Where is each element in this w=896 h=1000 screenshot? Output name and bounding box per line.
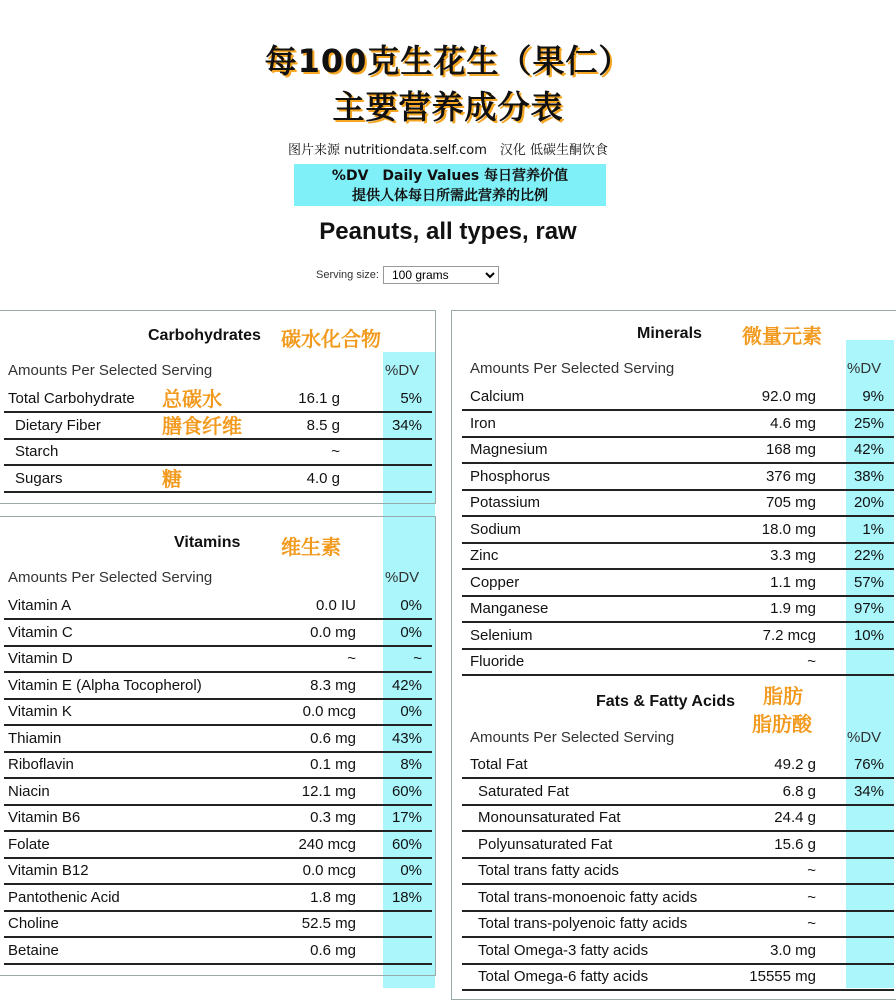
table-row — [462, 833, 894, 859]
nutrient-dv: 60% — [391, 782, 422, 800]
table-row — [462, 518, 894, 544]
fats-dv-header: %DV — [847, 729, 882, 746]
serving-size — [316, 266, 499, 284]
nutrient-name: Starch — [15, 443, 59, 460]
nutrient-name: Vitamin B12 — [8, 862, 89, 879]
nutrient-name: Pantothenic Acid — [8, 888, 120, 906]
nutrient-dv: 8% — [400, 756, 422, 773]
nutrient-name: Saturated Fat — [478, 782, 569, 800]
nutrient-amount: 1.1 mg — [770, 573, 816, 591]
vitamins-dv-header: %DV — [385, 569, 420, 586]
nutrient-name: Vitamin C — [8, 623, 73, 641]
carbs-col-header: Amounts Per Selected Serving — [8, 362, 213, 379]
image-source: 图片来源 nutritiondata.self.com 汉化 低碳生酮饮食 — [287, 143, 609, 158]
nutrient-amount: 376 mg — [765, 467, 816, 485]
minerals-col-header: Amounts Per Selected Serving — [470, 360, 675, 377]
nutrient-amount: 1.8 mg — [310, 888, 356, 906]
nutrient-amount: 7.2 mcg — [762, 626, 816, 644]
table-row — [462, 491, 894, 517]
table-row — [462, 412, 894, 438]
nutrient-name: Vitamin D — [8, 650, 73, 667]
table-row — [4, 467, 432, 493]
nutrient-dv: 42% — [853, 441, 884, 458]
nutrient-name: Folate — [8, 835, 50, 853]
nutrient-name: Magnesium — [470, 441, 548, 458]
table-row — [4, 780, 432, 806]
nutrient-amount: 0.0 mg — [310, 623, 356, 641]
table-row — [4, 647, 432, 673]
nutrient-name: Vitamin E (Alpha Tocopherol) — [8, 676, 202, 694]
nutrient-name: Iron — [470, 414, 496, 432]
nutrient-amount: ~ — [347, 650, 356, 667]
nutrient-amount: 4.0 g — [306, 469, 340, 487]
nutrient-dv: 60% — [391, 835, 422, 853]
nutrient-dv: 43% — [391, 729, 422, 747]
nutrient-name: Vitamin K — [8, 703, 72, 720]
nutrient-dv: 76% — [853, 756, 884, 773]
table-row — [4, 912, 432, 938]
nutrient-name: Thiamin — [8, 729, 62, 747]
fats-col-header: Amounts Per Selected Serving — [470, 729, 675, 746]
table-row — [4, 753, 432, 779]
nutrient-dv: 9% — [862, 388, 884, 405]
nutrient-amount: 0.6 mg — [310, 729, 356, 747]
nutrient-name: Sugars — [15, 469, 63, 487]
nutrient-dv: 5% — [400, 390, 422, 407]
table-row — [4, 700, 432, 726]
nutrient-name: Total Omega-6 fatty acids — [478, 968, 649, 985]
nutrient-amount: 8.5 g — [306, 416, 340, 434]
fats-title-cn-1: 脂肪 — [763, 684, 803, 708]
nutrient-amount: 6.8 g — [782, 782, 816, 800]
minerals-dv-header: %DV — [847, 360, 882, 377]
nutrient-dv: ~ — [413, 650, 422, 667]
minerals-title: Minerals — [637, 325, 702, 342]
nutrient-name: Choline — [8, 915, 59, 932]
nutrient-amount: 3.0 mg — [770, 941, 816, 959]
nutrient-amount: 168 mg — [765, 441, 816, 458]
nutrient-dv: 42% — [391, 676, 422, 694]
nutrient-dv: 34% — [391, 416, 422, 434]
nutrient-amount: 12.1 mg — [301, 782, 356, 800]
nutrient-name: Niacin — [8, 782, 50, 800]
table-row — [4, 727, 432, 753]
nutrient-name: Total Carbohydrate — [8, 390, 135, 407]
nutrient-amount: 4.6 mg — [770, 414, 816, 432]
table-row — [4, 621, 432, 647]
food-name: Peanuts, all types, raw — [319, 218, 577, 245]
table-row — [4, 594, 432, 620]
table-row — [4, 440, 432, 466]
nutrient-name: Monounsaturated Fat — [478, 809, 621, 826]
table-row — [462, 780, 894, 806]
nutrient-dv: 22% — [853, 547, 884, 564]
table-row — [462, 912, 894, 938]
nutrient-amount: 0.3 mg — [310, 809, 356, 826]
vitamins-title: Vitamins — [174, 534, 241, 551]
table-row — [4, 859, 432, 885]
serving-label: Serving size: — [316, 269, 379, 281]
nutrient-name: Vitamin A — [8, 597, 72, 614]
nutrient-name-cn: 糖 — [162, 466, 182, 491]
nutrient-dv: 0% — [400, 623, 422, 641]
nutrient-amount: 705 mg — [765, 494, 816, 511]
title-line-2: 主要营养成分表 — [332, 88, 564, 126]
nutrient-dv: 17% — [391, 809, 422, 826]
fats-title-cn-2: 脂肪酸 — [752, 712, 812, 736]
nutrient-amount: ~ — [807, 862, 816, 879]
nutrient-name: Total trans-polyenoic fatty acids — [478, 915, 688, 932]
nutrient-dv: 25% — [853, 414, 884, 432]
nutrient-name-cn: 总碳水 — [162, 387, 222, 411]
nutrient-name: Total Fat — [470, 756, 528, 773]
nutrient-amount: 8.3 mg — [310, 676, 356, 694]
table-row — [462, 438, 894, 464]
table-row — [462, 544, 894, 570]
nutrient-amount: ~ — [331, 443, 340, 460]
nutrient-dv: 57% — [853, 573, 884, 591]
nutrient-amount: ~ — [807, 888, 816, 906]
nutrient-name: Dietary Fiber — [15, 416, 101, 434]
dv-explanation-box — [294, 164, 606, 206]
nutrient-dv: 20% — [853, 494, 884, 511]
table-row — [462, 859, 894, 885]
nutrient-amount: 24.4 g — [774, 809, 816, 826]
carbohydrates-title: Carbohydrates — [148, 327, 261, 344]
nutrient-name: Calcium — [470, 388, 525, 405]
dv-line-1: %DV Daily Values 每日营养价值 — [331, 168, 569, 184]
table-row — [462, 385, 894, 411]
nutrient-name: Riboflavin — [8, 756, 74, 773]
table-row — [462, 806, 894, 832]
table-row — [462, 886, 894, 912]
table-row — [4, 414, 432, 440]
nutrient-amount: 15.6 g — [774, 835, 816, 853]
table-row — [462, 571, 894, 597]
nutrient-amount: 0.6 mg — [310, 941, 356, 959]
nutrient-dv: 18% — [391, 888, 422, 906]
nutrient-amount: ~ — [807, 653, 816, 670]
table-row — [4, 674, 432, 700]
table-row — [462, 597, 894, 623]
nutrient-dv: 0% — [400, 597, 422, 614]
nutrient-amount: 0.0 mcg — [302, 703, 356, 720]
nutrient-dv: 0% — [400, 703, 422, 720]
table-row — [462, 939, 894, 965]
minerals-title-cn: 微量元素 — [742, 324, 822, 348]
table-row — [462, 650, 894, 676]
carbs-dv-header: %DV — [385, 362, 420, 379]
nutrient-name: Copper — [470, 573, 520, 591]
nutrient-name: Potassium — [470, 494, 541, 511]
nutrient-amount: 3.3 mg — [770, 547, 816, 564]
nutrient-name: Polyunsaturated Fat — [478, 835, 613, 853]
nutrient-dv: 10% — [853, 626, 884, 644]
nutrient-name: Betaine — [8, 941, 59, 959]
nutrient-amount: ~ — [807, 915, 816, 932]
nutrient-amount: 52.5 mg — [301, 915, 356, 932]
nutrient-name: Manganese — [470, 600, 549, 617]
nutrient-amount: 16.1 g — [298, 390, 340, 407]
nutrient-name: Vitamin B6 — [8, 809, 81, 826]
nutrient-name: Total trans-monoenoic fatty acids — [478, 888, 698, 906]
serving-size-select[interactable] — [383, 266, 499, 284]
nutrient-name: Fluoride — [470, 653, 525, 670]
nutrient-name: Total trans fatty acids — [478, 862, 619, 879]
nutrient-dv: 38% — [853, 467, 884, 485]
nutrient-amount: 49.2 g — [774, 756, 816, 773]
nutrient-amount: 0.1 mg — [310, 756, 356, 773]
nutrient-dv: 0% — [400, 862, 422, 879]
vitamins-title-cn: 维生素 — [281, 535, 341, 559]
nutrient-amount: 18.0 mg — [761, 520, 816, 538]
nutrient-amount: 92.0 mg — [761, 388, 816, 405]
nutrient-amount: 0.0 IU — [315, 597, 356, 614]
nutrient-amount: 240 mcg — [298, 835, 356, 853]
nutrient-amount: 1.9 mg — [770, 600, 816, 617]
vitamins-col-header: Amounts Per Selected Serving — [8, 569, 213, 586]
nutrient-amount: 15555 mg — [749, 968, 816, 985]
table-row — [462, 465, 894, 491]
table-row — [4, 833, 432, 859]
table-row — [462, 753, 894, 779]
nutrient-name: Zinc — [470, 547, 499, 564]
dv-line-2: 提供人体每日所需此营养的比例 — [352, 188, 548, 204]
nutrient-dv: 1% — [862, 520, 884, 538]
fats-title: Fats & Fatty Acids — [596, 693, 735, 710]
nutrient-name: Phosphorus — [470, 467, 551, 485]
table-row — [4, 939, 432, 965]
title-line-1: 每100克生花生（果仁） — [264, 42, 632, 80]
nutrient-name-cn: 膳食纤维 — [162, 413, 242, 438]
carbohydrates-title-cn: 碳水化合物 — [281, 327, 381, 351]
nutrient-amount: 0.0 mcg — [302, 862, 356, 879]
table-row — [462, 624, 894, 650]
table-row — [462, 965, 894, 991]
nutrient-name: Sodium — [470, 520, 521, 538]
nutrient-name: Total Omega-3 fatty acids — [478, 941, 649, 959]
table-row — [4, 886, 432, 912]
nutrient-dv: 97% — [853, 600, 884, 617]
nutrient-name: Selenium — [470, 626, 533, 644]
table-row — [4, 806, 432, 832]
nutrient-dv: 34% — [853, 782, 884, 800]
